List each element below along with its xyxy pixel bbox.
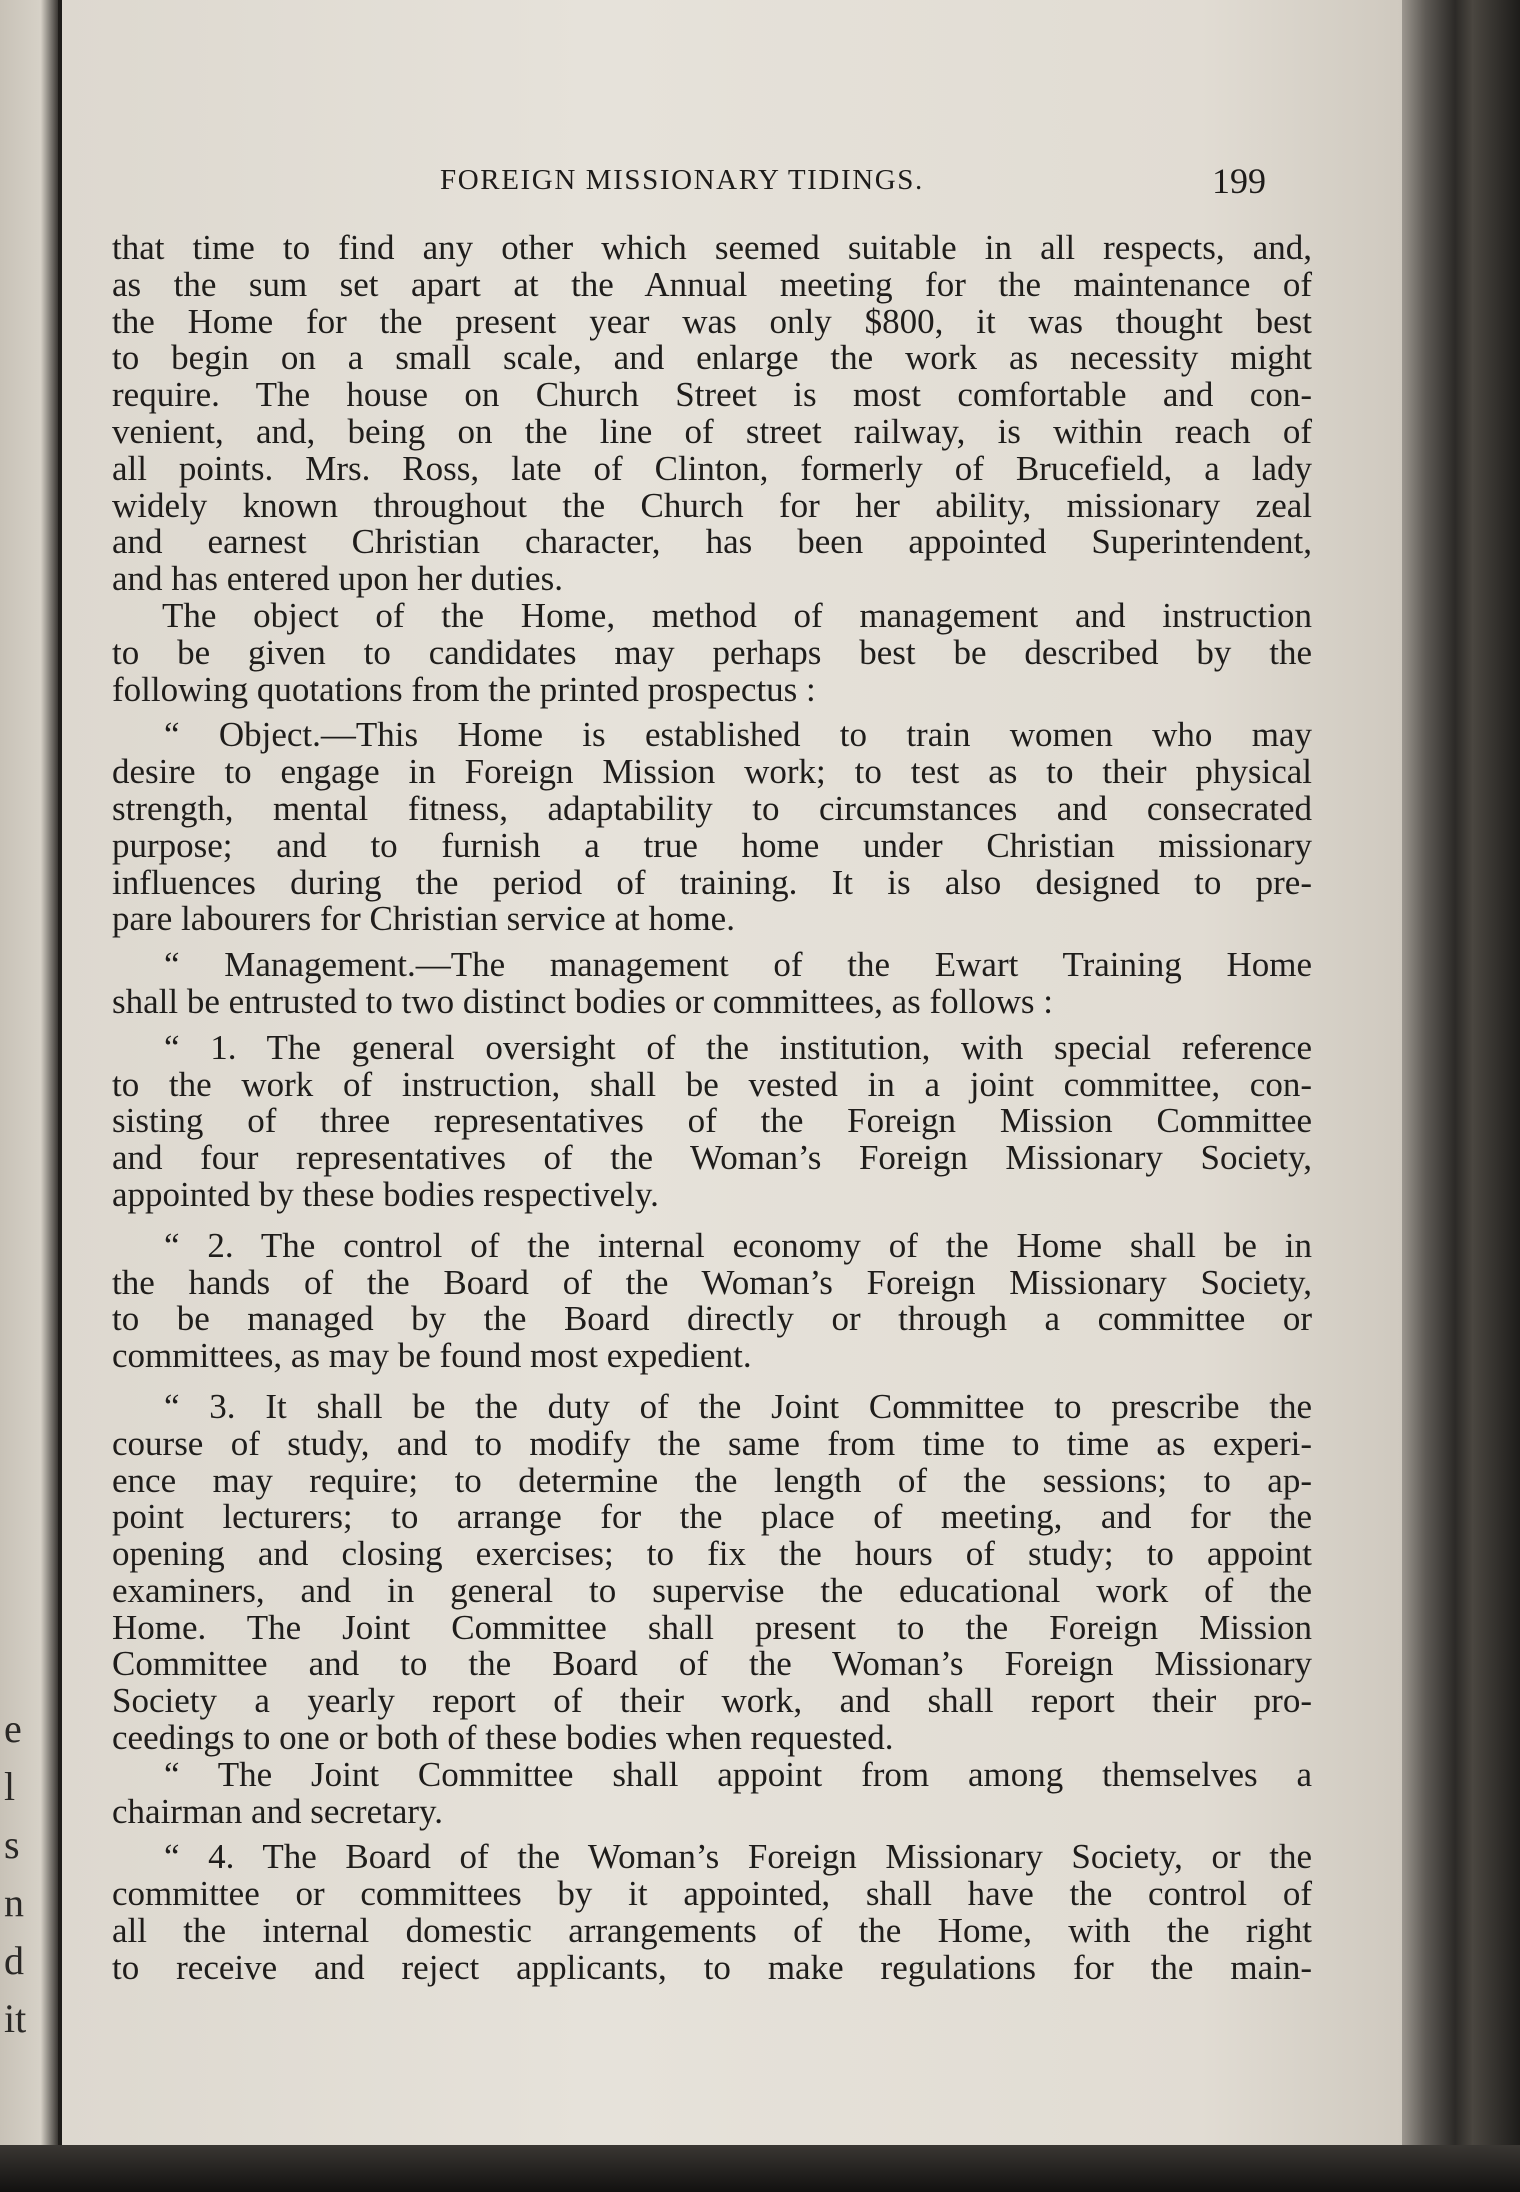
text-line: point lecturers; to arrange for the place of meeting, and for the — [112, 1497, 1312, 1537]
text-line: “ Object.—This Home is established to train women who may — [164, 715, 1312, 755]
text-line: venient, and, being on the line of street railway, is within reach of — [112, 411, 1312, 451]
fragment: e — [4, 1706, 22, 1751]
running-head — [62, 161, 1402, 204]
text-line: ence may require; to determine the length of the sessions; to ap- — [112, 1460, 1312, 1500]
fragment: d — [4, 1938, 24, 1983]
paragraph — [112, 1386, 1312, 1758]
text-line: all the internal domestic arrangements of the Home, with the right — [112, 1911, 1312, 1951]
text-line: sisting of three representatives of the Foreign Mission Committee — [112, 1101, 1312, 1141]
text-line: “ Management.—The management of the Ewart Training Home — [164, 945, 1312, 985]
text-line: and four representatives of the Woman’s Foreign Missionary Society, — [112, 1138, 1312, 1178]
page-number: 199 — [1212, 161, 1266, 201]
text-line: strength, mental fitness, adaptability to circumstances and consecrated — [112, 788, 1312, 828]
text-line: to be managed by the Board directly or through a committee or — [112, 1299, 1312, 1339]
paragraph — [112, 1754, 1312, 1831]
left-page-fragments — [4, 1700, 50, 2048]
text-line: “ 1. The general oversight of the institution, with special reference — [164, 1027, 1312, 1067]
text-line: Society a yearly report of their work, and shall report their pro- — [112, 1681, 1312, 1721]
text-line: pare labourers for Christian service at home. — [112, 899, 735, 939]
text-line: widely known throughout the Church for her ability, missionary zeal — [112, 485, 1312, 525]
paragraph — [112, 1225, 1312, 1376]
text-line: committee or committees by it appointed, shall have the control of — [112, 1874, 1312, 1914]
text-line: examiners, and in general to supervise the educational work of the — [112, 1570, 1312, 1610]
body-text — [112, 230, 1312, 1987]
text-line: to the work of instruction, shall be vested in a joint committee, con- — [112, 1064, 1312, 1104]
text-line: ceedings to one or both of these bodies when requested. — [112, 1718, 894, 1758]
paragraph — [112, 1839, 1312, 1986]
text-line: “ 4. The Board of the Woman’s Foreign Missionary Society, or the — [164, 1837, 1312, 1877]
text-line: opening and closing exercises; to fix the hours of study; to appoint — [112, 1534, 1312, 1574]
text-line: as the sum set apart at the Annual meeting for the maintenance of — [112, 264, 1312, 304]
fragment: l — [4, 1764, 16, 1809]
paragraph — [112, 230, 1312, 598]
paragraph — [112, 595, 1312, 709]
text-line: require. The house on Church Street is most comfortable and con- — [112, 375, 1312, 415]
fragment: s — [4, 1822, 20, 1867]
text-line: “ 2. The control of the internal economy of the Home shall be in — [164, 1225, 1312, 1265]
text-line: course of study, and to modify the same from time to time as experi- — [112, 1423, 1312, 1463]
text-line: following quotations from the printed prospectus : — [112, 669, 816, 709]
fragment: it — [4, 1996, 27, 2041]
text-line: The object of the Home, method of management and instruction — [162, 595, 1312, 635]
text-line: to begin on a small scale, and enlarge the work as necessity might — [112, 338, 1312, 378]
running-title: FOREIGN MISSIONARY TIDINGS. — [440, 164, 924, 196]
text-line: “ The Joint Committee shall appoint from among themselves a — [164, 1754, 1312, 1794]
text-line: shall be entrusted to two distinct bodies or committees, as follows : — [112, 981, 1053, 1021]
text-line: committees, as may be found most expedient. — [112, 1336, 752, 1376]
text-line: influences during the period of training. It is also designed to pre- — [112, 862, 1312, 902]
book-bottom-edge — [0, 2145, 1520, 2192]
text-line: the Home for the present year was only $800, it was thought best — [112, 301, 1312, 341]
paragraph — [112, 947, 1312, 1021]
text-line: and has entered upon her duties. — [112, 559, 563, 599]
text-line: Committee and to the Board of the Woman’s Foreign Missionary — [112, 1644, 1312, 1684]
text-line: to receive and reject applicants, to make regulations for the main- — [112, 1947, 1312, 1987]
text-line: “ 3. It shall be the duty of the Joint Committee to prescribe the — [164, 1386, 1312, 1426]
text-line: that time to find any other which seemed suitable in all respects, and, — [112, 228, 1312, 267]
text-line: purpose; and to furnish a true home under Christian missionary — [112, 825, 1312, 865]
text-line: Home. The Joint Committee shall present to the Foreign Mission — [112, 1607, 1312, 1647]
text-line: the hands of the Board of the Woman’s Foreign Missionary Society, — [112, 1262, 1312, 1302]
text-line: chairman and secretary. — [112, 1791, 444, 1831]
fragment: n — [4, 1880, 24, 1925]
paragraph — [112, 1027, 1312, 1214]
text-line: desire to engage in Foreign Mission work; to test as to their physical — [112, 752, 1312, 792]
text-line: appointed by these bodies respectively. — [112, 1174, 659, 1214]
text-line: all points. Mrs. Ross, late of Clinton, formerly of Brucefield, a lady — [112, 448, 1312, 488]
text-line: and earnest Christian character, has been appointed Superintendent, — [112, 522, 1312, 562]
text-line: to be given to candidates may perhaps best be described by the — [112, 632, 1312, 672]
book-spine-edge — [1402, 0, 1520, 2192]
paragraph — [112, 717, 1312, 938]
